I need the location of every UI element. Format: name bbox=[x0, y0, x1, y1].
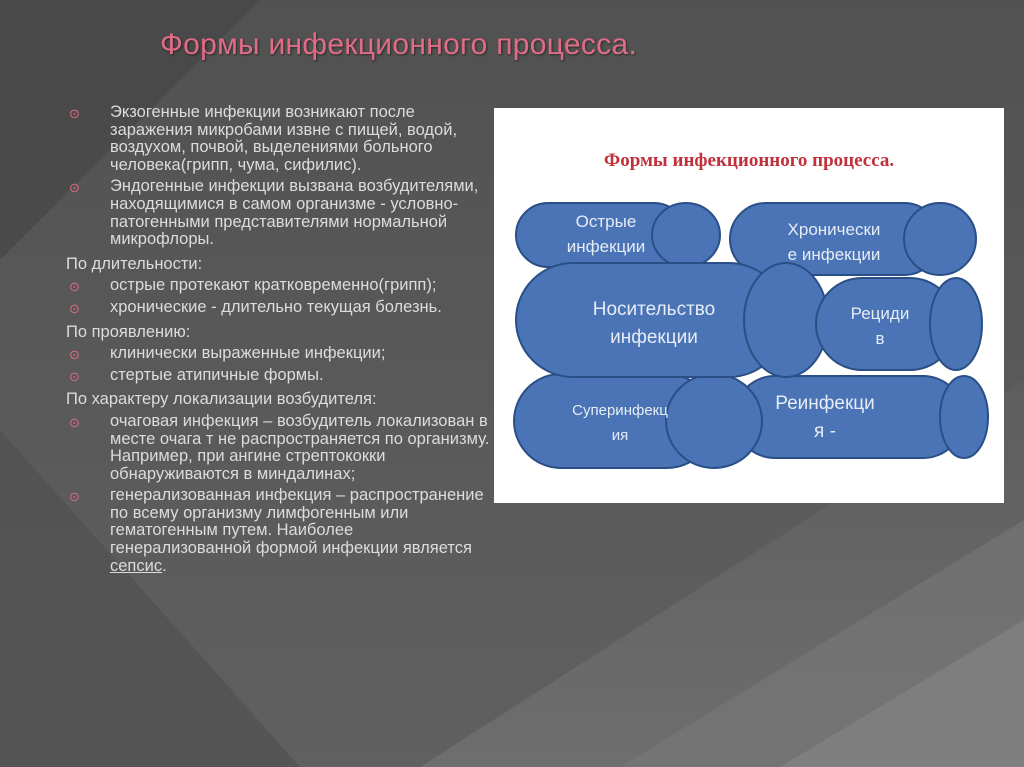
list-item bbox=[66, 487, 496, 575]
label-line: инфекции bbox=[610, 327, 698, 348]
bullet-text: стертые атипичные формы. bbox=[110, 365, 324, 384]
diagram-title: Формы инфекционного процесса. bbox=[603, 150, 895, 171]
label-line: я - bbox=[814, 421, 836, 442]
bullet-text: клинически выраженные инфекции; bbox=[110, 344, 386, 363]
label-acute bbox=[546, 209, 666, 259]
label-line: в bbox=[875, 329, 885, 348]
label-line: Суперинфекц bbox=[572, 402, 668, 419]
bullet-text: острые протекают кратковременно(грипп); bbox=[110, 276, 437, 295]
slide-title: Формы инфекционного процесса. bbox=[160, 28, 638, 61]
section-heading: По характеру локализации возбудителя: bbox=[66, 390, 377, 409]
bullet-text: Эндогенные инфекции вызвана возбудителями, находящимися в самом организме - условно-патогенными представителями нормальной микрофлоры. bbox=[110, 177, 479, 249]
bullet-text: Экзогенные инфекции возникают после заражения микробами извне с пищей, водой, воздухом, почвой, выделениями больного человека(грипп, чума, сифилис). bbox=[110, 103, 458, 174]
label-line: Острые bbox=[575, 212, 637, 231]
bullet-icon: ⊙ bbox=[69, 300, 80, 316]
slide-content bbox=[66, 104, 496, 579]
label-line: Рециди bbox=[850, 304, 910, 323]
list-item bbox=[66, 367, 496, 385]
bullet-text: хронические - длительно текущая болезнь. bbox=[110, 297, 442, 316]
label-carrier bbox=[564, 296, 744, 352]
label-line: Реинфекци bbox=[775, 393, 875, 414]
label-line: ия bbox=[611, 427, 629, 444]
sepsis-link[interactable]: сепсис bbox=[110, 556, 163, 575]
bullet-icon: ⊙ bbox=[69, 279, 80, 295]
list-item bbox=[66, 345, 496, 363]
bullet-text: генерализованная инфекция – распространение по всему организму лимфогенным или гематогенным путем. Наиболее генерализованной формой инфекции является bbox=[110, 486, 484, 558]
label-reinfection bbox=[750, 390, 900, 446]
bullet-icon: ⊙ bbox=[69, 368, 80, 384]
bullet-icon: ⊙ bbox=[69, 106, 80, 121]
section-heading: По длительности: bbox=[66, 254, 203, 273]
list-item bbox=[66, 299, 496, 317]
bullet-icon: ⊙ bbox=[69, 180, 80, 196]
label-line: Хронически bbox=[787, 220, 881, 239]
bullet-icon: ⊙ bbox=[69, 489, 80, 505]
list-item bbox=[66, 277, 496, 295]
label-superinfection bbox=[550, 398, 690, 448]
label-line: инфекции bbox=[566, 237, 646, 256]
bullet-icon: ⊙ bbox=[69, 347, 80, 363]
bullet-text: очаговая инфекция – возбудитель локализован в месте очага т не распространяется по организму. Например, при ангине стрептококки обнаруживаются в миндалинах; bbox=[110, 411, 490, 483]
label-relapse bbox=[830, 301, 930, 351]
list-item bbox=[66, 104, 496, 174]
section-heading: По проявлению: bbox=[66, 322, 191, 341]
bullet-suffix: . bbox=[162, 556, 167, 575]
bullet-icon: ⊙ bbox=[69, 414, 80, 430]
label-line: е инфекции bbox=[787, 245, 881, 264]
label-line: Носительство bbox=[592, 299, 716, 320]
diagram-image bbox=[494, 108, 1004, 503]
label-chronic bbox=[764, 217, 904, 267]
list-item bbox=[66, 413, 496, 483]
list-item bbox=[66, 178, 496, 248]
